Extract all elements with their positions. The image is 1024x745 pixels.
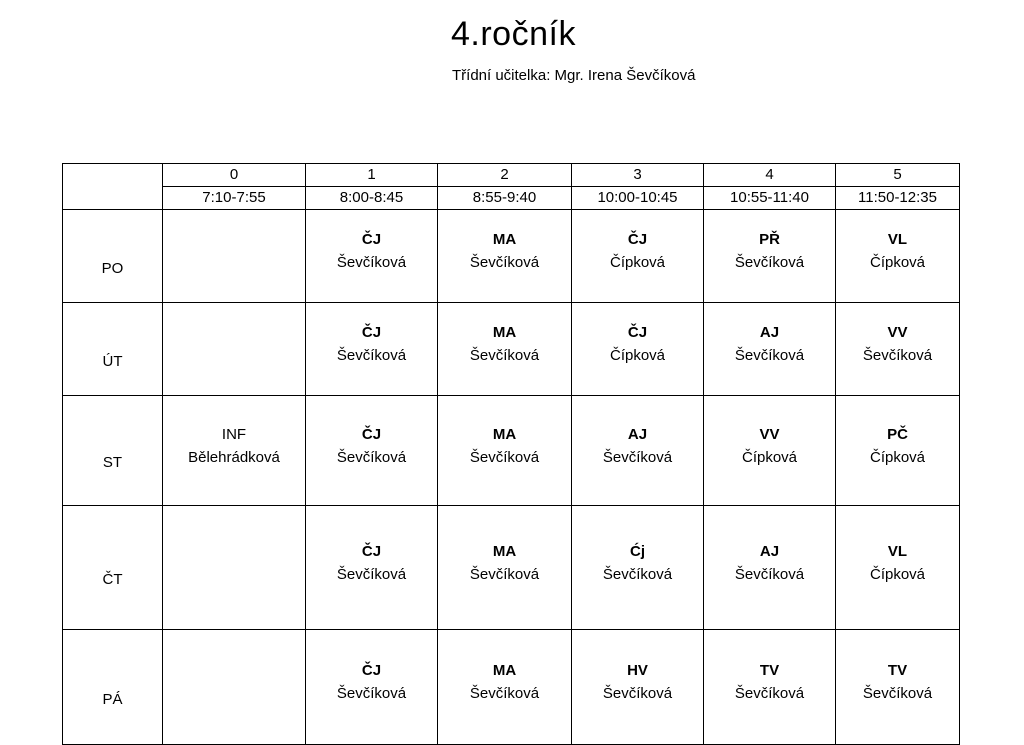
period-time: 7:10-7:55	[163, 187, 306, 210]
lesson-subject: AJ	[627, 425, 648, 443]
lesson-subject: AJ	[759, 542, 780, 560]
period-time: 8:00-8:45	[306, 187, 438, 210]
lesson-cell	[438, 630, 572, 745]
lesson-teacher: Ševčíková	[336, 685, 407, 702]
lesson-teacher: Ševčíková	[602, 448, 673, 466]
lesson-cell	[704, 303, 836, 396]
day-row	[63, 630, 960, 745]
lesson-subject: HV	[627, 662, 648, 679]
lesson-cell	[836, 630, 960, 745]
lesson-cell	[438, 506, 572, 630]
lesson-cell	[306, 303, 438, 396]
class-teacher-line: Třídní učitelka: Mgr. Irena Ševčíková	[452, 67, 696, 84]
lesson-subject: MA	[492, 231, 517, 248]
lesson-teacher: Ševčíková	[734, 254, 805, 271]
day-label: ST	[63, 396, 163, 506]
lesson-teacher: Ševčíková	[336, 448, 407, 466]
lesson-cell	[836, 396, 960, 506]
timetable	[62, 163, 960, 745]
lesson-subject: TV	[759, 662, 780, 679]
day-label: ÚT	[63, 303, 163, 396]
day-row	[63, 506, 960, 630]
lesson-cell	[572, 396, 704, 506]
lesson-cell	[836, 303, 960, 396]
lesson-cell	[306, 396, 438, 506]
lesson-cell	[704, 210, 836, 303]
lesson-cell	[572, 210, 704, 303]
lesson-subject: VL	[887, 542, 908, 560]
lesson-teacher: Ševčíková	[469, 685, 540, 702]
day-label: ČT	[63, 506, 163, 630]
lesson-subject: VV	[759, 425, 780, 443]
lesson-subject: Ćj	[630, 542, 645, 560]
lesson-subject: ČJ	[361, 542, 382, 560]
page-title: 4.ročník	[451, 15, 576, 53]
lesson-teacher: Bělehrádková	[188, 448, 280, 466]
lesson-cell	[704, 630, 836, 745]
corner-cell	[63, 164, 163, 210]
period-number: 2	[438, 164, 572, 187]
lesson-subject: MA	[492, 662, 517, 679]
lesson-cell	[836, 506, 960, 630]
lesson-teacher: Čípková	[869, 565, 926, 583]
lesson-subject: ČJ	[361, 231, 382, 248]
lesson-cell	[306, 630, 438, 745]
lesson-teacher: Čípková	[741, 448, 798, 466]
lesson-cell	[704, 506, 836, 630]
lesson-teacher: Ševčíková	[734, 565, 805, 583]
lesson-subject: VV	[887, 324, 908, 341]
lesson-cell	[163, 210, 306, 303]
day-label: PO	[63, 210, 163, 303]
period-number: 1	[306, 164, 438, 187]
lesson-teacher: Ševčíková	[469, 565, 540, 583]
lesson-teacher: Ševčíková	[469, 448, 540, 466]
lesson-teacher: Ševčíková	[862, 347, 933, 364]
period-number: 5	[836, 164, 960, 187]
lesson-teacher: Ševčíková	[734, 685, 805, 702]
period-number: 4	[704, 164, 836, 187]
day-row	[63, 210, 960, 303]
lesson-subject: ČJ	[361, 662, 382, 679]
lesson-subject: PČ	[887, 425, 908, 443]
lesson-cell	[438, 303, 572, 396]
period-number: 0	[163, 164, 306, 187]
lesson-subject: MA	[492, 425, 517, 443]
lesson-subject: MA	[492, 324, 517, 341]
period-number: 3	[572, 164, 704, 187]
lesson-subject: ČJ	[627, 324, 648, 341]
lesson-cell	[572, 630, 704, 745]
lesson-subject: ČJ	[361, 425, 382, 443]
lesson-cell	[163, 506, 306, 630]
period-number-row	[63, 164, 960, 187]
lesson-teacher: Ševčíková	[734, 347, 805, 364]
lesson-teacher: Čípková	[609, 254, 666, 271]
lesson-teacher: Ševčíková	[602, 685, 673, 702]
lesson-teacher: Ševčíková	[469, 254, 540, 271]
lesson-teacher: Čípková	[869, 254, 926, 271]
day-row	[63, 303, 960, 396]
lesson-teacher: Ševčíková	[336, 347, 407, 364]
lesson-teacher: Ševčíková	[602, 565, 673, 583]
lesson-subject: INF	[221, 425, 247, 443]
day-row	[63, 396, 960, 506]
lesson-cell	[163, 396, 306, 506]
lesson-subject: ČJ	[361, 324, 382, 341]
lesson-cell	[572, 506, 704, 630]
period-time: 10:55-11:40	[704, 187, 836, 210]
lesson-cell	[704, 396, 836, 506]
lesson-teacher: Čípková	[609, 347, 666, 364]
lesson-teacher: Ševčíková	[336, 565, 407, 583]
period-time: 8:55-9:40	[438, 187, 572, 210]
day-label: PÁ	[63, 630, 163, 745]
lesson-subject: AJ	[759, 324, 780, 341]
lesson-cell	[836, 210, 960, 303]
lesson-cell	[306, 506, 438, 630]
lesson-subject: TV	[887, 662, 908, 679]
period-time: 11:50-12:35	[836, 187, 960, 210]
lesson-cell	[438, 210, 572, 303]
lesson-cell	[163, 630, 306, 745]
lesson-subject: VL	[887, 231, 908, 248]
period-time: 10:00-10:45	[572, 187, 704, 210]
lesson-cell	[163, 303, 306, 396]
lesson-teacher: Čípková	[869, 448, 926, 466]
lesson-cell	[572, 303, 704, 396]
lesson-cell	[306, 210, 438, 303]
lesson-cell	[438, 396, 572, 506]
lesson-subject: MA	[492, 542, 517, 560]
lesson-subject: ČJ	[627, 231, 648, 248]
lesson-teacher: Ševčíková	[469, 347, 540, 364]
period-time-row	[63, 187, 960, 210]
lesson-teacher: Ševčíková	[862, 685, 933, 702]
lesson-subject: PŘ	[759, 231, 780, 248]
lesson-teacher: Ševčíková	[336, 254, 407, 271]
